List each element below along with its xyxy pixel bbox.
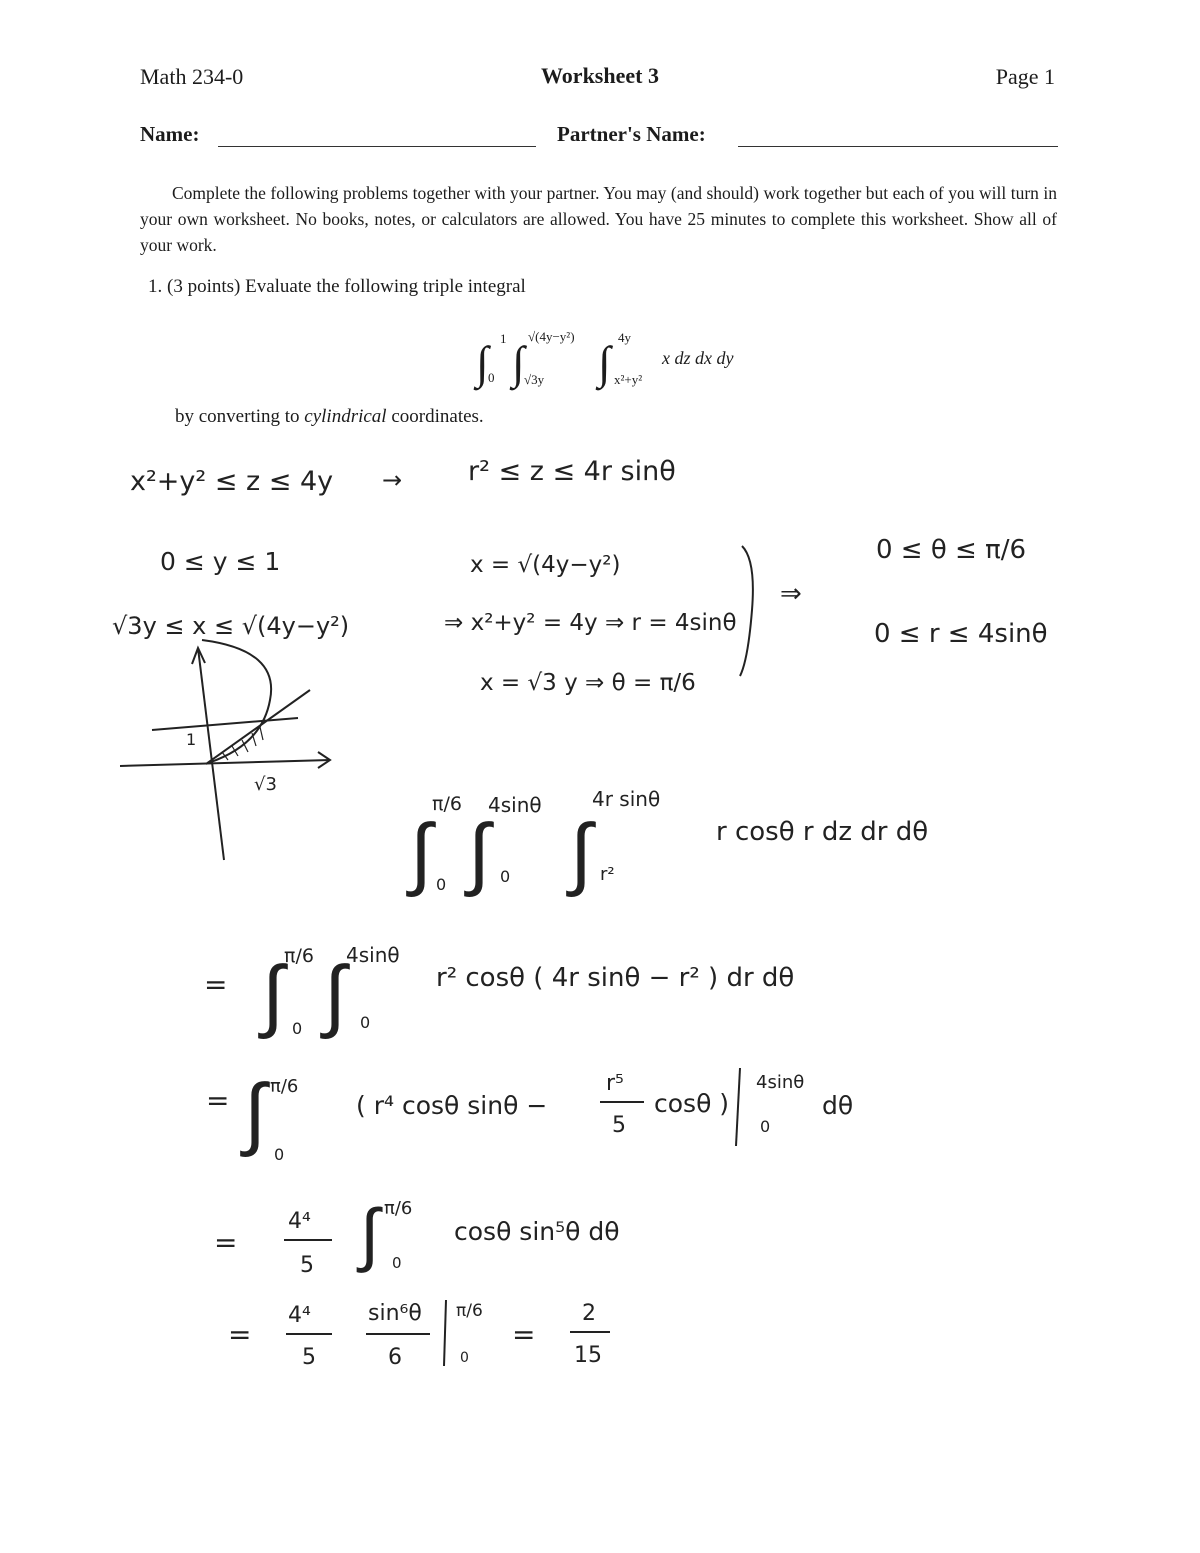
handwritten-bounds (112, 456, 1048, 696)
step1-outer-upper: π/6 (432, 793, 462, 815)
step5-equals-2: = (512, 1318, 536, 1351)
printed-integral (473, 329, 733, 391)
step5-eval-upper: π/6 (456, 1301, 483, 1321)
step5-eval-lower: 0 (460, 1350, 469, 1366)
step-1 (405, 787, 928, 899)
integral-upper-1: 1 (500, 331, 507, 346)
step2-outer-lower: 0 (292, 1019, 303, 1038)
result-denominator: 15 (574, 1343, 602, 1368)
integral-upper-3: 4y (618, 330, 631, 345)
problem-number: 1. (148, 276, 163, 297)
step1-inner-lower: r² (600, 864, 615, 885)
step1-inner-upper: 4r sinθ (592, 787, 661, 811)
step5-coef-num: 4⁴ (288, 1303, 311, 1328)
z-bounds-cylindrical: r² ≤ z ≤ 4r sinθ (468, 456, 676, 487)
step2-equals: = (204, 968, 228, 1001)
x-equation: x = √(4y−y²) (470, 552, 621, 578)
step4-equals: = (214, 1226, 238, 1259)
step2-integrand: r² cosθ ( 4r sinθ − r² ) dr dθ (436, 963, 795, 993)
step3-eval-upper: 4sinθ (756, 1072, 805, 1093)
step1-outer-lower: 0 (436, 875, 447, 894)
r-bounds: 0 ≤ r ≤ 4sinθ (874, 619, 1048, 649)
step3-frac-den: 5 (612, 1113, 626, 1138)
integral-sign-2: ∫ (512, 337, 525, 388)
step4-upper: π/6 (384, 1198, 413, 1219)
y-bounds: 0 ≤ y ≤ 1 (160, 547, 281, 576)
step1-integrand: r cosθ r dz dr dθ (716, 817, 929, 847)
sketch-label-1: 1 (186, 730, 197, 749)
step3-integral-sign: ∫ (244, 1066, 266, 1159)
step-4 (214, 1193, 620, 1278)
step3-equals: = (206, 1084, 230, 1117)
step4-integral-sign: ∫ (360, 1193, 380, 1275)
step4-coef-num: 4⁴ (288, 1209, 311, 1234)
step2-integral-sign-2: ∫ (324, 948, 346, 1041)
step4-integrand: cosθ sin⁵θ dθ (454, 1217, 620, 1246)
implies-symbol: ⇒ (780, 579, 802, 609)
right-brace (740, 546, 753, 676)
step3-eval-lower: 0 (760, 1117, 771, 1136)
step3-lower: 0 (274, 1145, 285, 1164)
step1-integral-sign-2: ∫ (468, 806, 490, 899)
step5-equals: = (228, 1318, 252, 1351)
line-x-equals-sqrt3-y (206, 690, 310, 764)
step-3 (206, 1066, 853, 1164)
region-sketch (120, 640, 330, 860)
step-2 (204, 943, 794, 1041)
step4-lower: 0 (392, 1254, 402, 1272)
integrand: x dz dx dy (662, 348, 734, 368)
step5-frac-num: sin⁶θ (368, 1301, 422, 1326)
circle-equation: ⇒ x²+y² = 4y ⇒ r = 4sinθ (444, 610, 737, 636)
step2-mid-lower: 0 (360, 1013, 371, 1032)
step1-mid-upper: 4sinθ (488, 793, 542, 817)
step3-frac-num: r⁵ (606, 1071, 624, 1096)
theta-bounds: 0 ≤ θ ≤ π/6 (876, 535, 1027, 565)
integral-lower-1: 0 (488, 370, 495, 385)
step1-mid-lower: 0 (500, 867, 511, 886)
step3-upper: π/6 (270, 1076, 299, 1097)
step3-term2: cosθ ) (654, 1089, 730, 1118)
x-axis (120, 760, 330, 766)
partner-name-label: Partner's Name: (557, 122, 706, 146)
step5-coef-den: 5 (302, 1345, 316, 1370)
step5-frac-den: 6 (388, 1345, 402, 1370)
integral-sign-3: ∫ (598, 337, 611, 388)
step2-integral-sign-1: ∫ (262, 948, 284, 1041)
line-equation: x = √3 y ⇒ θ = π/6 (480, 670, 696, 696)
integral-lower-2: √3y (524, 372, 545, 387)
step1-integral-sign-3: ∫ (570, 806, 592, 899)
instructions: Complete the following problems together with your partner. You may (and should) work together but each of you will turn in your own worksheet. No books, notes, or calculators are allowed. You have 25 minutes to complete this worksheet. Show all of your work. (140, 183, 1057, 255)
worksheet-title: Worksheet 3 (541, 63, 659, 88)
step4-coef-den: 5 (300, 1253, 314, 1278)
integral-sign-1: ∫ (476, 337, 489, 388)
z-bounds: x²+y² ≤ z ≤ 4y (130, 466, 334, 497)
page-number: Page 1 (995, 64, 1055, 89)
sketch-label-sqrt3: √3 (254, 774, 277, 795)
x-bounds: √3y ≤ x ≤ √(4y−y²) (112, 612, 350, 640)
method-prefix: by converting to (175, 406, 300, 427)
step2-mid-upper: 4sinθ (346, 943, 400, 967)
name-label: Name: (140, 122, 200, 146)
course-label: Math 234-0 (140, 64, 244, 89)
problem-points: (3 points) (167, 276, 241, 297)
method-suffix: coordinates. (391, 406, 484, 427)
integral-lower-3: x²+y² (614, 372, 643, 387)
method-word: cylindrical (304, 406, 387, 427)
step-5 (228, 1300, 610, 1370)
step3-d-theta: dθ (822, 1091, 854, 1120)
result-numerator: 2 (582, 1301, 596, 1326)
step3-term1: ( r⁴ cosθ sinθ − (356, 1091, 548, 1120)
circle-arc (202, 640, 271, 763)
step5-eval-bar (444, 1300, 446, 1366)
integral-upper-2: √(4y−y²) (528, 329, 575, 344)
step2-outer-upper: π/6 (284, 945, 314, 967)
step3-eval-bar (736, 1068, 740, 1146)
arrow: → (382, 466, 403, 494)
line-y-equals-1 (152, 718, 298, 730)
problem-text: Evaluate the following triple integral (245, 276, 526, 297)
step1-integral-sign-1: ∫ (410, 806, 432, 899)
